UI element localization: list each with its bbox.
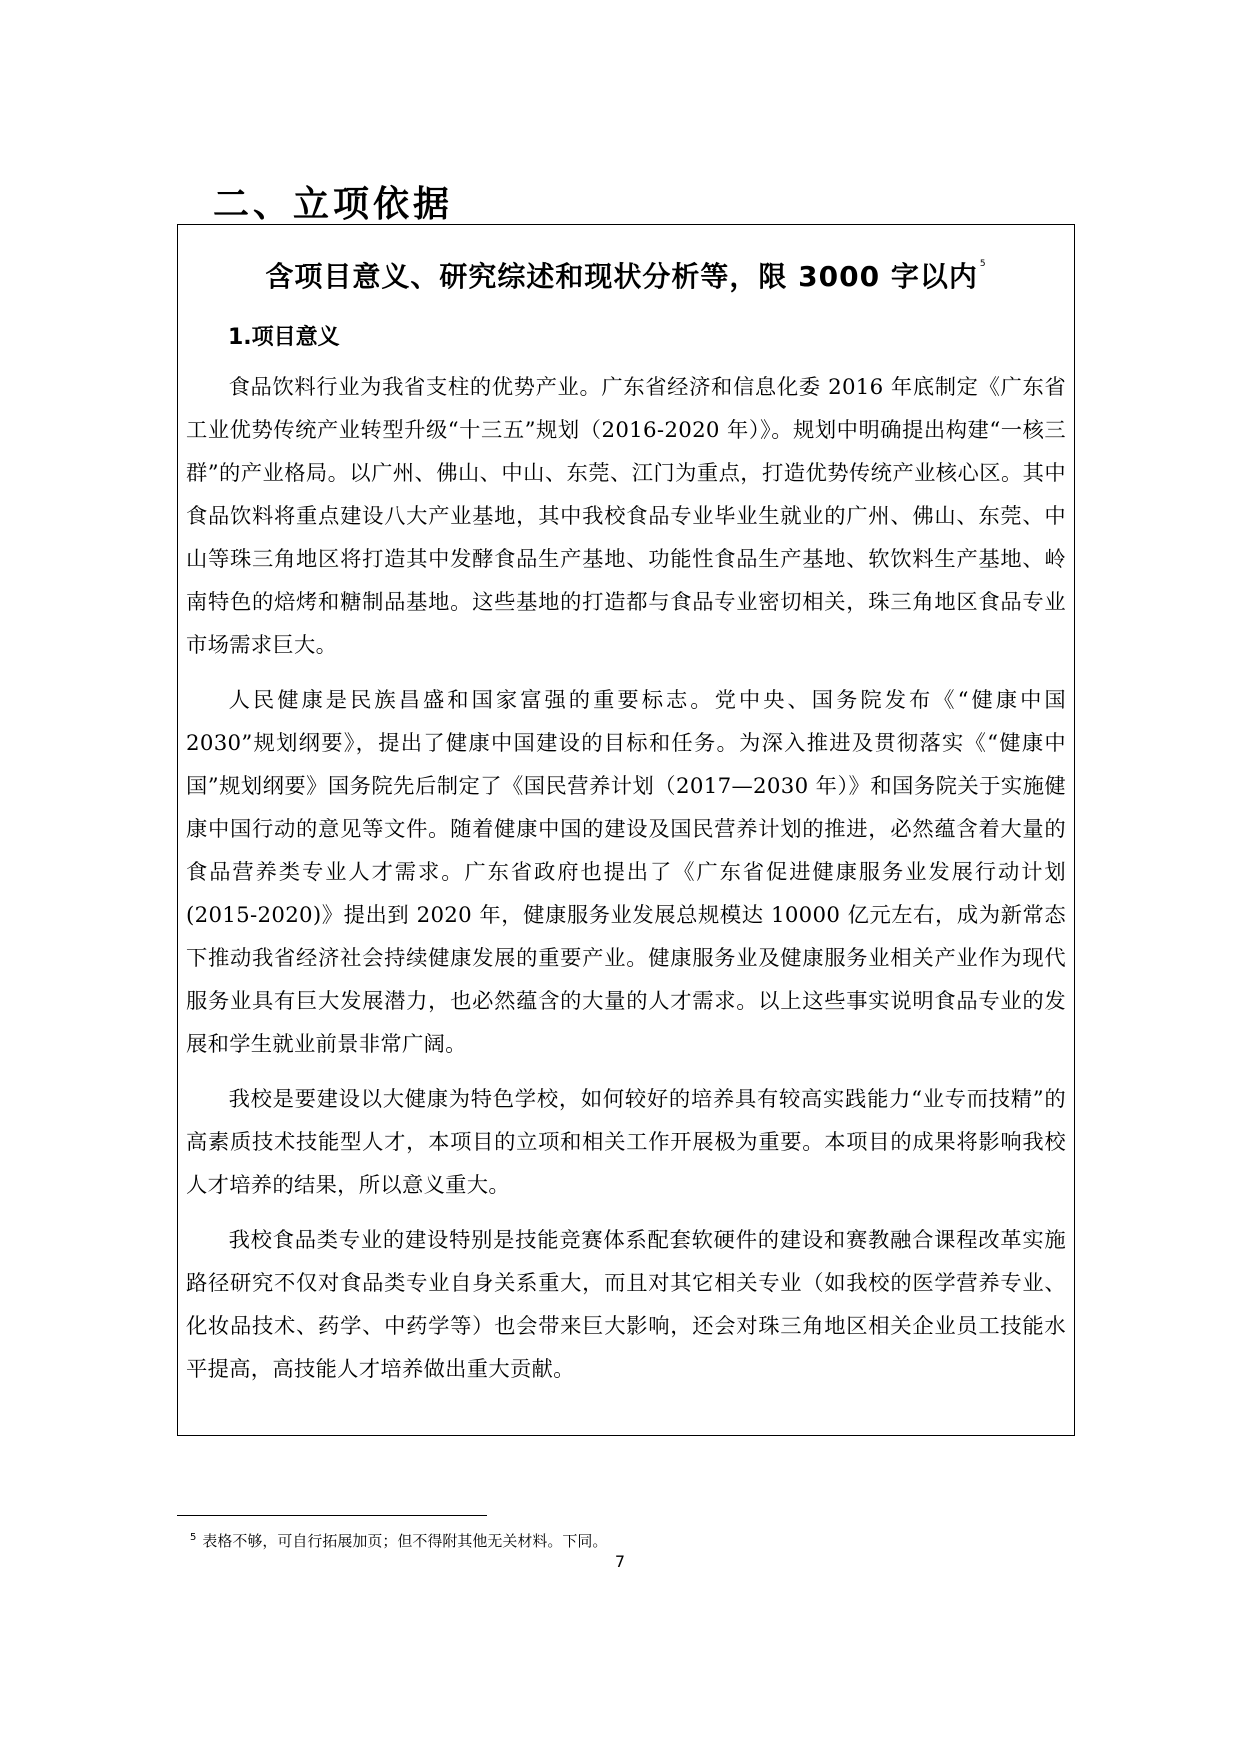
section-heading: 二、立项依据 <box>213 184 454 225</box>
footnote-divider <box>177 1515 487 1516</box>
box-title-text: 含项目意义、研究综述和现状分析等，限 3000 字以内 <box>265 260 978 293</box>
subheading-project-significance: 1.项目意义 <box>228 325 340 350</box>
content-box <box>177 224 1075 1436</box>
paragraph: 我校食品类专业的建设特别是技能竞赛体系配套软硬件的建设和赛教融合课程改革实施路径研究不仅对食品类专业自身关系重大，而且对其它相关专业（如我校的医学营养专业、化妆品技术、药学、中药学等）也会带来巨大影响，还会对珠三角地区相关企业员工技能水平提高，高技能人才培养做出重大贡献。 <box>186 1228 1066 1382</box>
paragraph: 我校是要建设以大健康为特色学校，如何较好的培养具有较高实践能力“业专而技精”的高素质技术技能型人才，本项目的立项和相关工作开展极为重要。本项目的成果将影响我校人才培养的结果，所以意义重大。 <box>186 1087 1066 1198</box>
footnote <box>190 1530 607 1551</box>
paragraph: 食品饮料行业为我省支柱的优势产业。广东省经济和信息化委 2016 年底制定《广东省工业优势传统产业转型升级“十三五”规划（2016-2020 年）》。规划中明确提出构建“一核三群”的产业格局。以广州、佛山、中山、东莞、江门为重点，打造优势传统产业核心区。其中食品饮料将重点建设八大产业基地，其中我校食品专业毕业生就业的广州、佛山、东莞、中山等珠三角地区将打造其中发酵食品生产基地、功能性食品生产基地、软饮料生产基地、岭南特色的焙烤和糖制品基地。这些基地的打造都与食品专业密切相关，珠三角地区食品专业市场需求巨大。 <box>186 375 1066 658</box>
footnote-reference: 5 <box>979 259 987 269</box>
paragraph: 人民健康是民族昌盛和国家富强的重要标志。党中央、国务院发布《“健康中国 2030”规划纲要》，提出了健康中国建设的目标和任务。为深入推进及贯彻落实《“健康中国”规划纲要》国务院先后制定了《国民营养计划（2017—2030 年）》和国务院关于实施健康中国行动的意见等文件。随着健康中国的建设及国民营养计划的推进，必然蕴含着大量的食品营养类专业人才需求。广东省政府也提出了《广东省促进健康服务业发展行动计划(2015-2020)》提出到 2020 年，健康服务业发展总规模达 10000 亿元左右，成为新常态下推动我省经济社会持续健康发展的重要产业。健康服务业及健康服务业相关产业作为现代服务业具有巨大发展潜力，也必然蕴含的大量的人才需求。以上这些事实说明食品专业的发展和学生就业前景非常广阔。 <box>186 688 1066 1057</box>
footnote-text: 表格不够，可自行拓展加页；但不得附其他无关材料。下同。 <box>202 1532 608 1550</box>
footnote-mark: 5 <box>190 1532 197 1543</box>
body-text <box>186 366 1066 1403</box>
box-title <box>178 255 1074 295</box>
page-number: 7 <box>614 1552 626 1571</box>
